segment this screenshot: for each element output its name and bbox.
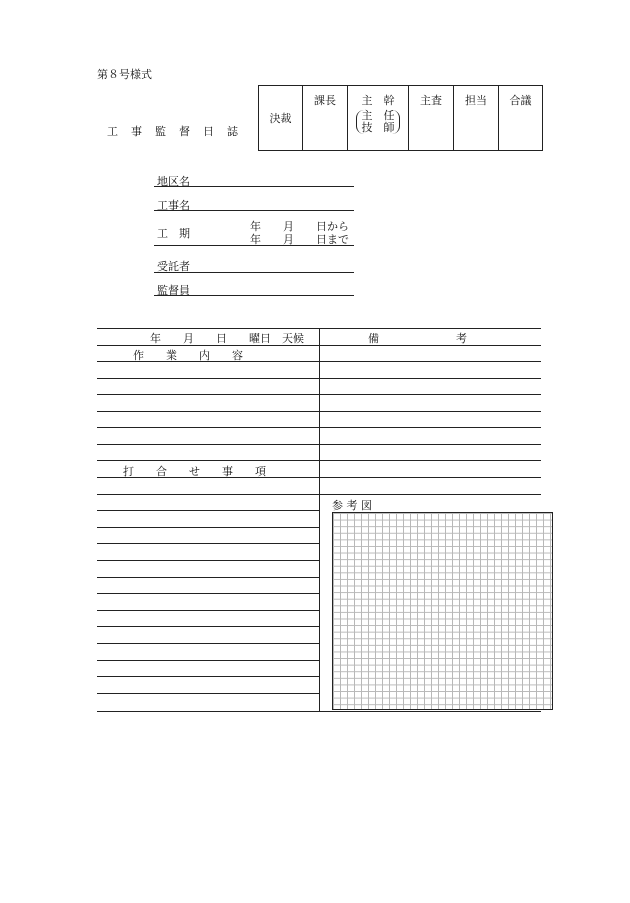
period-label: 工 期 <box>157 227 190 240</box>
rule-line <box>97 527 319 528</box>
district-label: 地区名 <box>157 175 190 188</box>
supervisor-label: 監督員 <box>157 284 190 297</box>
approval-cell <box>303 86 348 151</box>
sub-chief-label: 主 任 <box>361 109 395 122</box>
period-from: 年 月 日から <box>250 220 349 233</box>
reference-drawing-label: 参 考 図 <box>332 499 372 512</box>
rule-line <box>97 610 319 611</box>
approval-label: 担当 <box>465 94 487 107</box>
reference-drawing-grid[interactable] <box>332 512 553 710</box>
approval-stamp-table <box>258 85 543 151</box>
project-label: 工事名 <box>157 199 190 212</box>
rule-line <box>97 693 319 694</box>
rule-line <box>97 660 319 661</box>
contractor-label: 受託者 <box>157 260 190 273</box>
period-to: 年 月 日まで <box>250 233 349 246</box>
approval-label: 合議 <box>509 94 532 107</box>
date-weather-header: 年 月 日 曜日 天候 <box>150 332 304 345</box>
rule-line <box>97 643 319 644</box>
approval-label: 主査 <box>420 94 442 107</box>
sub-engineer-label: 技 師 <box>361 121 395 134</box>
rule-line <box>97 676 319 677</box>
rule-line <box>97 577 319 578</box>
meeting-items-header: 打 合 せ 事 項 <box>123 465 266 478</box>
document-title: 工 事 監 督 日 誌 <box>107 125 239 138</box>
rule-line <box>97 510 319 511</box>
remarks-header: 備 考 <box>368 332 467 345</box>
approval-label: 課長 <box>314 94 336 107</box>
rule-line <box>97 560 319 561</box>
column-divider <box>319 328 320 711</box>
approval-cell <box>499 86 543 151</box>
rule-line <box>97 593 319 594</box>
sub-title-bracket <box>356 110 400 134</box>
form-number: 第８号様式 <box>97 68 152 81</box>
work-content-header: 作 業 内 容 <box>133 349 243 362</box>
approval-cell <box>454 86 499 151</box>
rule-line <box>97 626 319 627</box>
rule-line <box>97 543 319 544</box>
decision-cell <box>259 86 303 151</box>
approval-cell <box>348 86 409 151</box>
approval-label: 主 幹 <box>361 94 395 107</box>
decision-label: 決裁 <box>269 112 292 125</box>
rule-line <box>97 711 541 712</box>
approval-cell <box>409 86 454 151</box>
